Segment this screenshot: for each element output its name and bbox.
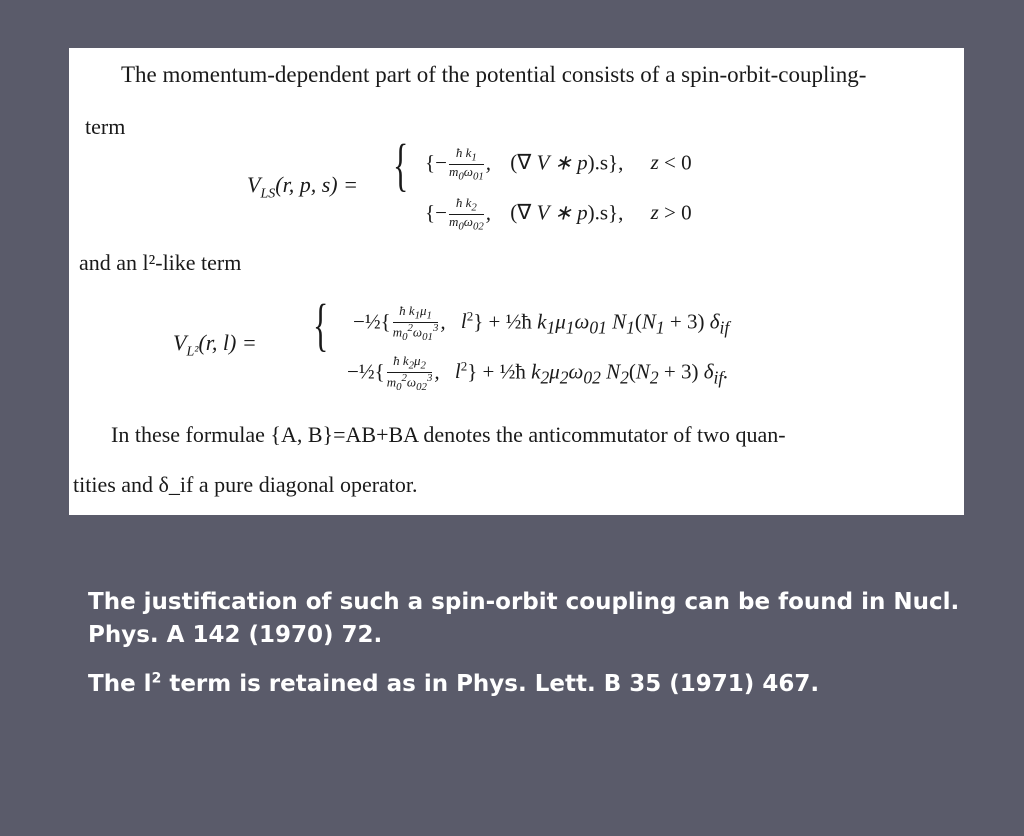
excerpt-paragraph-1-continued: term	[85, 114, 126, 139]
note-l2-suffix: term is retained as in Phys. Lett. B 35 (1971) 467.	[161, 671, 820, 697]
slide-notes	[88, 586, 968, 717]
excerpt-paragraph-3: In these formulae {A, B}=AB+BA denotes the anticommutator of two quan-	[111, 422, 786, 447]
note-l2-prefix: The l	[88, 671, 152, 697]
excerpt-paragraph-1: The momentum-dependent part of the potential consists of a spin-orbit-coupling-	[121, 62, 867, 87]
equation-excerpt-image: The momentum-dependent part of the potential consists of a spin-orbit-coupling- term $V_{LS}(r$, p, s) = { {− $\frac{ħ k_1}{m_0\omega_{01}}$ , (∇ V ∗ p).s}, z < 0 {− $\frac{ħ k_2}{m_0\omega_{02}}$ , (∇ V ∗ p).s}, z > 0 and an l²-like term $V_{L^2}(r$, l) = { −½{ $\frac{ħ k_1\mu_1}{m_0^2\omega_{01}^3}$ , $l^2$} + ½ħ $k_1\mu_1\omega_{01}$ $N_1(N_1 + 3)$ $\delta_{if}$ −½{ $\frac{ħ k_2\mu_2}{m_0^2\omega_{02}^3}$ , $l^2$} + ½ħ $k_2\mu_2\omega_{02}$ $N_2(N_2 + 3)$ $\delta_{if}$. In these formulae {A, B}=AB+BA denotes the anticommutator of two quan- tities and δ_if a pure diagonal operator.	[69, 48, 964, 515]
note-l2-reference	[88, 668, 968, 701]
excerpt-paragraph-3-continued: tities and δ_if a pure diagonal operator.	[73, 472, 418, 497]
note-l2-superscript: 2	[151, 670, 162, 687]
note-spin-orbit-reference: The justification of such a spin-orbit coupling can be found in Nucl. Phys. A 142 (1970) 72.	[88, 589, 960, 648]
excerpt-paragraph-2: and an l²-like term	[79, 250, 242, 275]
